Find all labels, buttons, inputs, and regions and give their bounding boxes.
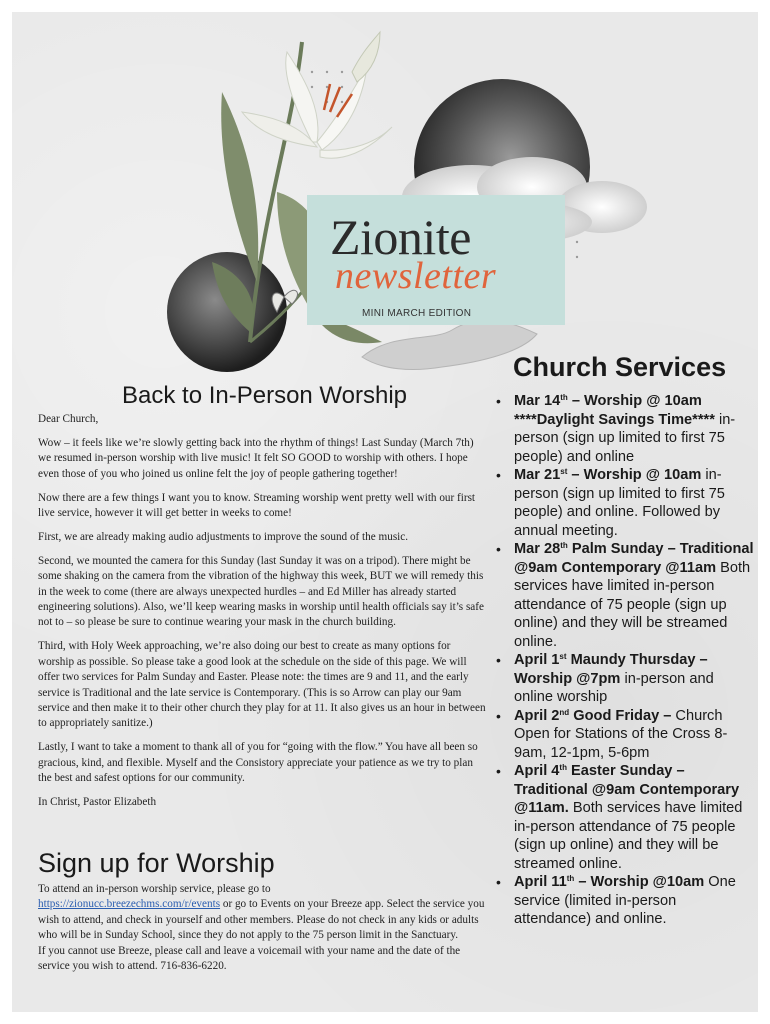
service-date-suffix: th bbox=[560, 541, 568, 550]
edition-label: MINI MARCH EDITION bbox=[362, 308, 472, 319]
service-title: – Worship @10am bbox=[574, 874, 705, 890]
letter-paragraph: Lastly, I want to take a moment to thank all of you for “going with the flow.” You have all been so gracious, kind, and flexible. Myself and the Consistory appreciate your patience as we try to plan the best and safest options for our community. bbox=[38, 741, 478, 785]
silk-drape-icon bbox=[362, 320, 537, 369]
service-item bbox=[494, 392, 756, 466]
letter-signoff: In Christ, Pastor Elizabeth bbox=[38, 796, 157, 809]
service-item bbox=[494, 762, 756, 873]
service-title: Maundy Thursday – Worship @7pm bbox=[514, 652, 708, 687]
service-detail: Both services have limited in-person attendance of 75 people (sign up online) and they will be streamed online. bbox=[514, 559, 751, 650]
letter-paragraph: Third, with Holy Week approaching, we’re also doing our best to create as many options for worship as possible. So please take a good look at the schedule on the side of this page. We will offer two services for Palm Sunday and Easter. Please note: the times are 9 and 11, and the early service is Traditional and the late service is Contemporary. (This is so Arrow can play our 9am service and then make it to their other church they play for at 11. It also gives us an hour in between to appropriately sanitize.) bbox=[38, 640, 486, 730]
newsletter-page bbox=[12, 12, 758, 1012]
service-date-suffix: nd bbox=[559, 707, 570, 717]
services-list bbox=[494, 392, 756, 929]
service-item bbox=[494, 873, 756, 929]
service-detail: in-person (sign up limited to first 75 people) and online. Followed by annual meeting. bbox=[514, 467, 725, 539]
newsletter-title: Zionite bbox=[330, 209, 471, 265]
service-date: April 1 bbox=[514, 652, 560, 668]
service-detail: One service (limited in-person attendance) and online. bbox=[514, 874, 736, 927]
letter-body bbox=[38, 412, 486, 819]
letter-salutation: Dear Church, bbox=[38, 413, 99, 425]
signup-phone-paragraph: If you cannot use Breeze, please call and leave a voicemail with your name and the date of the service you wish to attend. 716-836-6220. bbox=[38, 944, 461, 973]
service-detail: Church Open for Stations of the Cross 8-9am, 12-1pm, 5-6pm bbox=[514, 707, 728, 761]
letter-paragraph: First, we are already making audio adjustments to improve the sound of the music. bbox=[38, 530, 409, 543]
service-title: – Worship @ 10am ****Daylight Savings Time**** bbox=[514, 393, 715, 428]
service-date: Mar 28 bbox=[514, 541, 561, 557]
signup-body bbox=[38, 882, 486, 974]
service-date: April 4 bbox=[514, 763, 560, 779]
signup-intro: To attend an in-person worship service, please go to bbox=[38, 883, 271, 895]
service-title: Easter Sunday – Traditional @9am Contemporary @11am. bbox=[514, 763, 740, 816]
service-date-suffix: st bbox=[559, 652, 567, 661]
service-title: Good Friday – bbox=[569, 707, 672, 724]
service-item bbox=[494, 707, 756, 763]
service-detail: in-person (sign up limited to first 75 people) and online bbox=[514, 411, 736, 465]
service-item bbox=[494, 466, 756, 540]
service-date: Mar 21 bbox=[514, 467, 561, 483]
service-detail: in-person and online worship bbox=[514, 670, 714, 705]
service-detail: Both services have limited in-person attendance of 75 people (sign up online) and they will be streamed online. bbox=[514, 800, 743, 872]
service-date-suffix: th bbox=[559, 763, 567, 772]
letter-paragraph: Now there are a few things I want you to know. Streaming worship went pretty well with our first live service, however it will get better in weeks to come! bbox=[38, 491, 476, 520]
service-date-suffix: th bbox=[566, 874, 575, 883]
signup-paragraph bbox=[38, 882, 486, 944]
breeze-events-link[interactable]: https://zionucc.breezechms.com/r/events bbox=[38, 898, 221, 911]
service-date: April 11 bbox=[514, 874, 567, 890]
service-date: April 2 bbox=[514, 707, 560, 724]
service-date-suffix: th bbox=[560, 393, 568, 402]
newsletter-subtitle: newsletter bbox=[335, 255, 497, 297]
letter-paragraph: Wow – it feels like we’re slowly getting back into the rhythm of things! Last Sunday (March 7th) we resumed in-person worship with live music! It felt SO GOOD to worship with others. I hope even those of you who joined us online felt the joy of people gathering together! bbox=[38, 436, 474, 480]
service-item bbox=[494, 651, 756, 707]
service-date-suffix: st bbox=[560, 467, 568, 476]
service-title: – Worship @ 10am bbox=[567, 467, 702, 483]
service-date: Mar 14 bbox=[514, 393, 561, 409]
letter-heading: Back to In-Person Worship bbox=[122, 382, 408, 409]
services-heading: Church Services bbox=[513, 352, 727, 382]
letter-paragraph: Second, we mounted the camera for this Sunday (last Sunday it was on a tripod). There might be some shaking on the camera from the vibration of the highway this week, BUT we will remedy this in the week to come (there are always unexpected hurdles – and Ed Miller has already started engineering solutions). Also, we’ll keep wearing masks in worship until health officials say it’s safe not to – so please be sure to continue wearing your mask in the church building. bbox=[38, 554, 484, 629]
service-item bbox=[494, 540, 756, 651]
service-title: Palm Sunday – Traditional @9am Contemporary @11am bbox=[514, 541, 754, 576]
signup-heading: Sign up for Worship bbox=[38, 848, 275, 878]
signup-instructions: or go to Events on your Breeze app. Select the service you wish to attend, and check in yourself and other members. Please do not check in any kids or adults who will be in Sunday School, since they do not apply to the 75 person limit in the Sanctuary. bbox=[38, 898, 485, 942]
